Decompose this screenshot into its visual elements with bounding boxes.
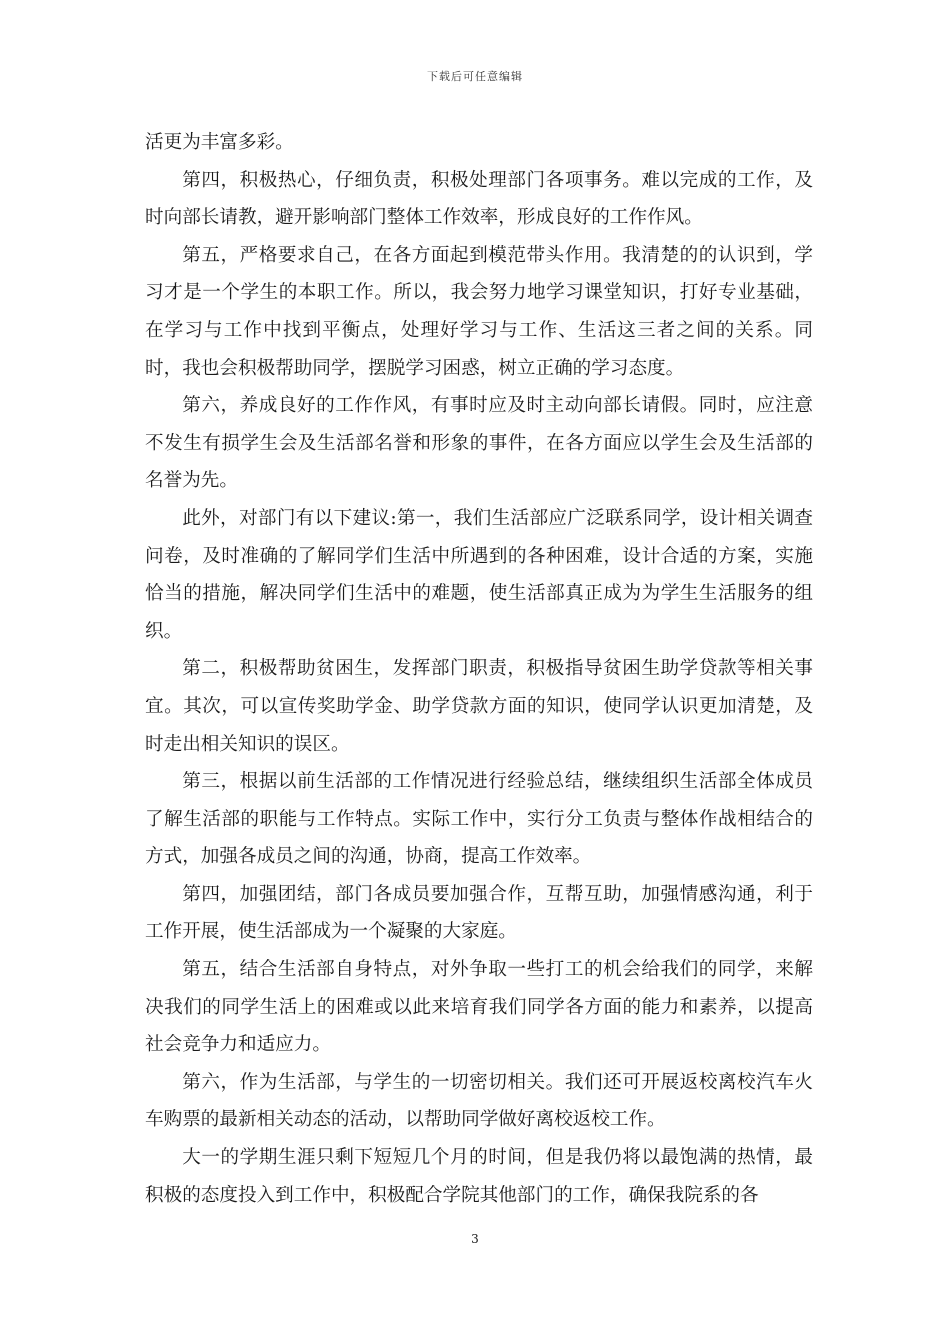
paragraph: 第二，积极帮助贫困生，发挥部门职责，积极指导贫困生助学贷款等相关事宜。其次，可以宣传奖助学金、助学贷款方面的知识，使同学认识更加清楚，及时走出相关知识的误区。 [145, 658, 813, 755]
paragraph: 第三，根据以前生活部的工作情况进行经验总结，继续组织生活部全体成员了解生活部的职能与工作特点。实际工作中，实行分工负责与整体作战相结合的方式，加强各成员之间的沟通，协商，提高工作效率。 [145, 771, 813, 868]
paragraph: 第五，结合生活部自身特点，对外争取一些打工的机会给我们的同学，来解决我们的同学生活上的困难或以此来培育我们同学各方面的能力和素养，以提高社会竞争力和适应力。 [145, 959, 813, 1056]
paragraph: 第四，加强团结，部门各成员要加强合作，互帮互助，加强情感沟通，利于工作开展，使生活部成为一个凝聚的大家庭。 [145, 883, 813, 943]
paragraph: 第六，作为生活部，与学生的一切密切相关。我们还可开展返校离校汽车火车购票的最新相关动态的活动，以帮助同学做好离校返校工作。 [145, 1071, 813, 1131]
paragraph: 第六，养成良好的工作作风，有事时应及时主动向部长请假。同时，应注意不发生有损学生会及生活部名誉和形象的事件，在各方面应以学生会及生活部的名誉为先。 [145, 395, 813, 492]
page-number: 3 [471, 1232, 479, 1246]
paragraph: 此外，对部门有以下建议:第一，我们生活部应广泛联系同学，设计相关调查问卷，及时准确的了解同学们生活中所遇到的各种困难，设计合适的方案，实施恰当的措施，解决同学们生活中的难题，使生活部真正成为为学生生活服务的组织。 [145, 507, 813, 642]
document-body [145, 124, 813, 1214]
paragraph: 第五，严格要求自己，在各方面起到模范带头作用。我清楚的的认识到，学习才是一个学生的本职工作。所以，我会努力地学习课堂知识，打好专业基础，在学习与工作中找到平衡点，处理好学习与工作、生活这三者之间的关系。同时，我也会积极帮助同学，摆脱学习困惑，树立正确的学习态度。 [145, 244, 813, 379]
paragraph: 第四，积极热心，仔细负责，积极处理部门各项事务。难以完成的工作，及时向部长请教，避开影响部门整体工作效率，形成良好的工作作风。 [145, 169, 813, 229]
page-header: 下载后可任意编辑 [427, 70, 523, 83]
paragraph-continuation: 活更为丰富多彩。 [145, 132, 294, 153]
paragraph: 大一的学期生涯只剩下短短几个月的时间，但是我仍将以最饱满的热情，最积极的态度投入到工作中，积极配合学院其他部门的工作，确保我院系的各 [145, 1147, 813, 1206]
